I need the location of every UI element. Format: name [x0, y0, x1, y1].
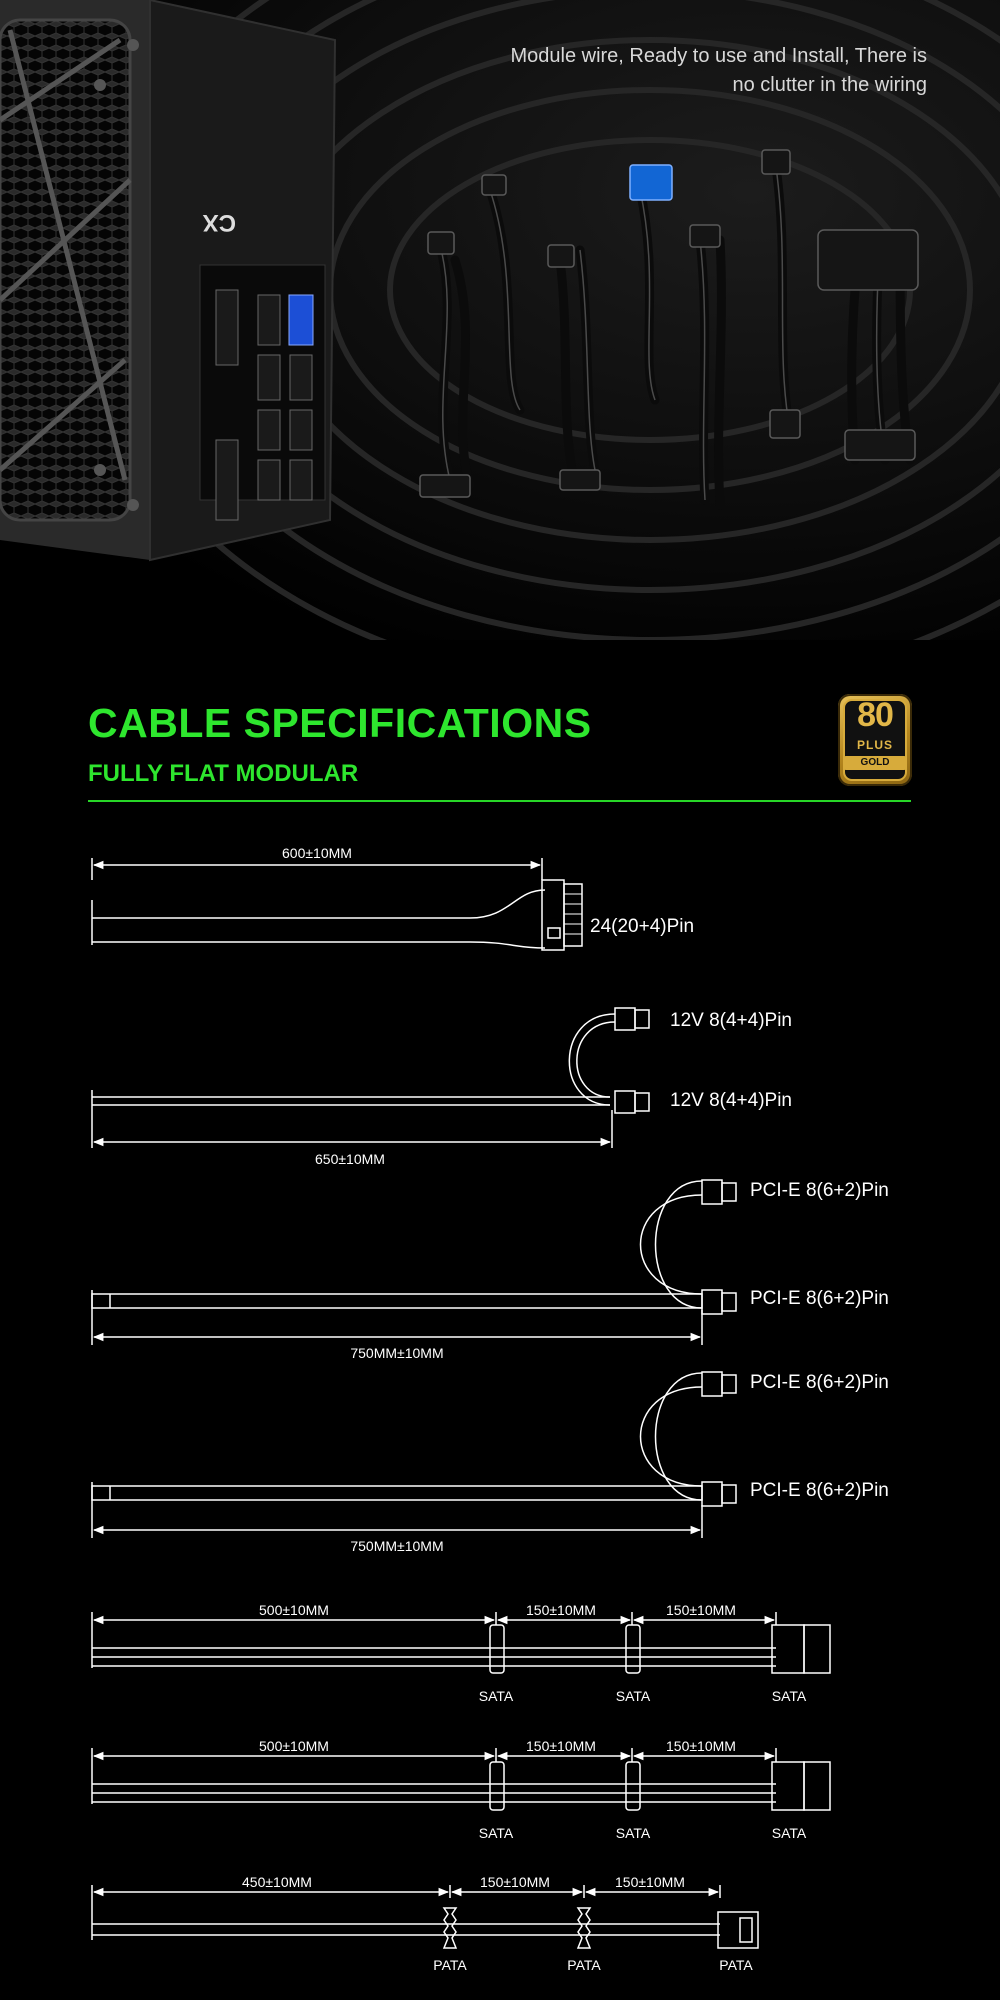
- dim-label: 150±10MM: [526, 1602, 596, 1618]
- connector-label: SATA: [615, 1688, 651, 1704]
- hero-banner: [0, 0, 1000, 640]
- dim-label: 500±10MM: [259, 1602, 329, 1618]
- cable-sata-2: [92, 1748, 830, 1810]
- dim-label: 600±10MM: [282, 845, 352, 861]
- cable-sata-1: [92, 1612, 830, 1673]
- dim-label: 450±10MM: [242, 1874, 312, 1890]
- 80plus-gold-badge: [838, 694, 912, 786]
- connector-label: PATA: [567, 1957, 601, 1973]
- section-subtitle: FULLY FLAT MODULAR: [88, 760, 359, 787]
- dim-label: 150±10MM: [480, 1874, 550, 1890]
- dim-label: 750MM±10MM: [350, 1345, 444, 1361]
- dim-label: 150±10MM: [615, 1874, 685, 1890]
- badge-number: 80: [857, 696, 893, 734]
- dim-label: 150±10MM: [666, 1602, 736, 1618]
- dim-label: 150±10MM: [666, 1738, 736, 1754]
- cable-pcie-1: [92, 1180, 736, 1345]
- badge-plus: PLUS: [856, 738, 893, 752]
- badge-level: GOLD: [844, 756, 906, 770]
- connector-label: PCI-E 8(6+2)Pin: [750, 1372, 889, 1393]
- connector-label: PATA: [719, 1957, 753, 1973]
- connector-label: 12V 8(4+4)Pin: [670, 1010, 792, 1031]
- section-divider: [88, 800, 911, 802]
- tagline-line-1: Module wire, Ready to use and Install, There is: [510, 45, 927, 67]
- connector-label: SATA: [615, 1825, 651, 1841]
- connector-label: PCI-E 8(6+2)Pin: [750, 1288, 889, 1309]
- hero-tagline: [407, 42, 927, 100]
- connector-label: PATA: [433, 1957, 467, 1973]
- dim-label: 150±10MM: [526, 1738, 596, 1754]
- dim-label: 500±10MM: [259, 1738, 329, 1754]
- connector-label: SATA: [771, 1825, 807, 1841]
- cable-pcie-2: [92, 1372, 736, 1538]
- connector-label: 12V 8(4+4)Pin: [670, 1090, 792, 1111]
- dim-label: 650±10MM: [315, 1151, 385, 1167]
- dim-label: 750MM±10MM: [350, 1538, 444, 1554]
- connector-label: PCI-E 8(6+2)Pin: [750, 1180, 889, 1201]
- tagline-line-2: no clutter in the wiring: [732, 74, 927, 96]
- connector-label: SATA: [771, 1688, 807, 1704]
- svg-text:CX: CX: [202, 209, 236, 236]
- connector-label: SATA: [478, 1688, 514, 1704]
- section-title: CABLE SPECIFICATIONS: [88, 700, 592, 746]
- connector-label: PCI-E 8(6+2)Pin: [750, 1480, 889, 1501]
- cable-atx-24pin: [92, 858, 582, 950]
- connector-label: 24(20+4)Pin: [590, 916, 695, 937]
- cable-pata: [92, 1885, 758, 1948]
- cable-cpu-8pin: [92, 1008, 649, 1148]
- connector-label: SATA: [478, 1825, 514, 1841]
